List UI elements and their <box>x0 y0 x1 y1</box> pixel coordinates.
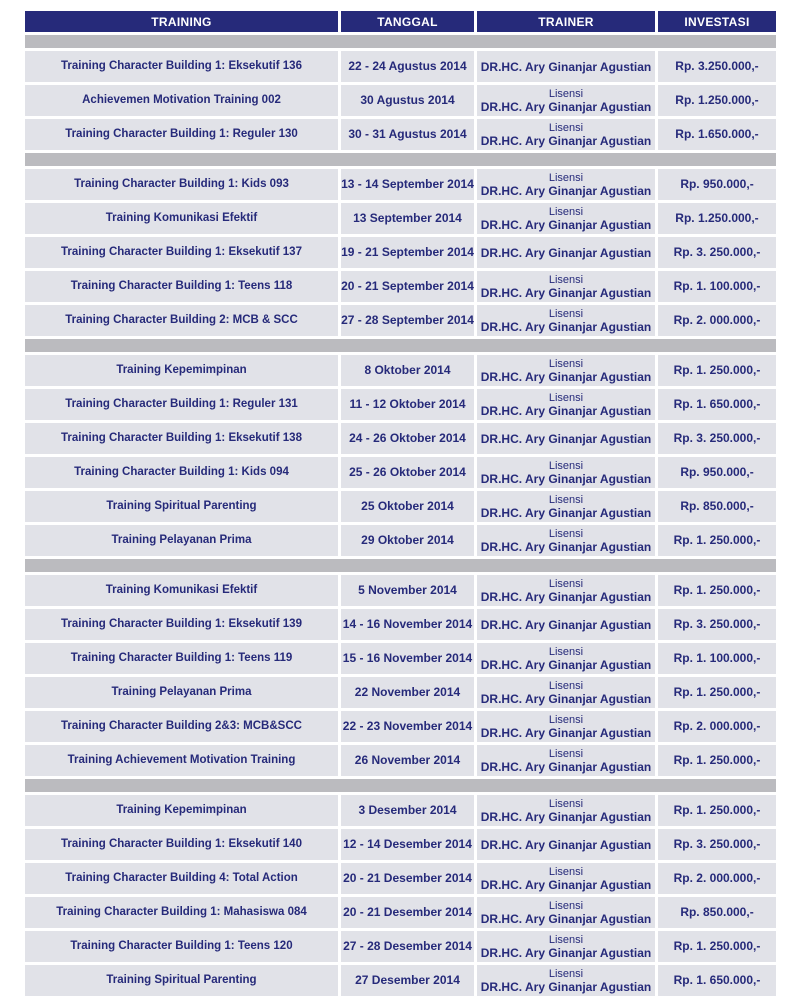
training-date: 13 September 2014 <box>341 203 474 234</box>
training-price: Rp. 1.250.000,- <box>658 85 776 116</box>
month-separator-bar <box>25 339 776 352</box>
training-name: Training Pelayanan Prima <box>25 677 338 708</box>
license-label: Lisensi <box>548 645 584 658</box>
training-row <box>25 745 776 776</box>
training-price: Rp. 3. 250.000,- <box>658 423 776 454</box>
training-price: Rp. 950.000,- <box>658 457 776 488</box>
training-date: 20 - 21 Desember 2014 <box>341 863 474 894</box>
training-name: Training Komunikasi Efektif <box>25 203 338 234</box>
training-date: 22 November 2014 <box>341 677 474 708</box>
training-name: Training Character Building 1: Teens 118 <box>25 271 338 302</box>
training-name: Achievemen Motivation Training 002 <box>25 85 338 116</box>
training-trainer <box>477 711 655 742</box>
training-name: Training Character Building 1: Mahasiswa 084 <box>25 897 338 928</box>
training-row <box>25 711 776 742</box>
training-price: Rp. 3. 250.000,- <box>658 237 776 268</box>
training-price: Rp. 1. 250.000,- <box>658 525 776 556</box>
trainer-name: DR.HC. Ary Ginanjar Agustian <box>480 691 652 706</box>
training-date: 12 - 14 Desember 2014 <box>341 829 474 860</box>
training-name: Training Pelayanan Prima <box>25 525 338 556</box>
training-row <box>25 305 776 336</box>
training-name: Training Character Building 1: Eksekutif 137 <box>25 237 338 268</box>
training-trainer <box>477 829 655 860</box>
training-name: Training Character Building 4: Total Action <box>25 863 338 894</box>
training-date: 5 November 2014 <box>341 575 474 606</box>
trainer-name: DR.HC. Ary Ginanjar Agustian <box>480 945 652 960</box>
training-trainer <box>477 237 655 268</box>
training-date: 26 November 2014 <box>341 745 474 776</box>
trainer-name: DR.HC. Ary Ginanjar Agustian <box>480 99 652 114</box>
training-schedule-table <box>22 8 779 999</box>
license-label: Lisensi <box>548 121 584 134</box>
month-separator <box>25 153 776 166</box>
training-name: Training Achievement Motivation Training <box>25 745 338 776</box>
license-label: Lisensi <box>548 797 584 810</box>
training-date: 27 - 28 September 2014 <box>341 305 474 336</box>
license-label: Lisensi <box>548 273 584 286</box>
training-date: 13 - 14 September 2014 <box>341 169 474 200</box>
training-trainer <box>477 355 655 386</box>
training-price: Rp. 850.000,- <box>658 491 776 522</box>
training-row <box>25 169 776 200</box>
training-trainer <box>477 389 655 420</box>
training-trainer <box>477 677 655 708</box>
trainer-name: DR.HC. Ary Ginanjar Agustian <box>480 911 652 926</box>
license-label: Lisensi <box>548 171 584 184</box>
training-name: Training Character Building 1: Eksekutif 139 <box>25 609 338 640</box>
training-date: 30 Agustus 2014 <box>341 85 474 116</box>
training-price: Rp. 850.000,- <box>658 897 776 928</box>
training-name: Training Spiritual Parenting <box>25 965 338 996</box>
license-label: Lisensi <box>548 747 584 760</box>
training-trainer <box>477 491 655 522</box>
trainer-name: DR.HC. Ary Ginanjar Agustian <box>480 759 652 774</box>
training-trainer <box>477 169 655 200</box>
training-row <box>25 897 776 928</box>
training-price: Rp. 1. 100.000,- <box>658 643 776 674</box>
training-name: Training Kepemimpinan <box>25 795 338 826</box>
training-price: Rp. 3.250.000,- <box>658 51 776 82</box>
header-row <box>25 11 776 32</box>
license-label: Lisensi <box>548 459 584 472</box>
training-row <box>25 457 776 488</box>
training-trainer <box>477 931 655 962</box>
trainer-name: DR.HC. Ary Ginanjar Agustian <box>480 183 652 198</box>
training-row <box>25 389 776 420</box>
training-row <box>25 609 776 640</box>
training-row <box>25 643 776 674</box>
trainer-name: DR.HC. Ary Ginanjar Agustian <box>480 837 652 852</box>
month-separator-bar <box>25 35 776 48</box>
training-trainer <box>477 609 655 640</box>
training-row <box>25 491 776 522</box>
schedule-body <box>25 35 776 996</box>
training-trainer <box>477 423 655 454</box>
training-price: Rp. 1. 100.000,- <box>658 271 776 302</box>
header-investasi: INVESTASI <box>658 11 776 32</box>
training-price: Rp. 1.250.000,- <box>658 203 776 234</box>
training-price: Rp. 1.650.000,- <box>658 119 776 150</box>
license-label: Lisensi <box>548 899 584 912</box>
training-price: Rp. 2. 000.000,- <box>658 711 776 742</box>
trainer-name: DR.HC. Ary Ginanjar Agustian <box>480 877 652 892</box>
training-row <box>25 271 776 302</box>
training-price: Rp. 3. 250.000,- <box>658 609 776 640</box>
training-date: 30 - 31 Agustus 2014 <box>341 119 474 150</box>
license-label: Lisensi <box>548 527 584 540</box>
license-label: Lisensi <box>548 87 584 100</box>
training-name: Training Character Building 1: Teens 119 <box>25 643 338 674</box>
training-price: Rp. 1. 250.000,- <box>658 355 776 386</box>
training-name: Training Character Building 2&3: MCB&SCC <box>25 711 338 742</box>
trainer-name: DR.HC. Ary Ginanjar Agustian <box>480 979 652 994</box>
training-name: Training Character Building 1: Eksekutif 138 <box>25 423 338 454</box>
training-row <box>25 931 776 962</box>
training-row <box>25 575 776 606</box>
training-row <box>25 525 776 556</box>
training-date: 25 Oktober 2014 <box>341 491 474 522</box>
training-name: Training Kepemimpinan <box>25 355 338 386</box>
training-date: 20 - 21 Desember 2014 <box>341 897 474 928</box>
training-row <box>25 119 776 150</box>
month-separator <box>25 339 776 352</box>
header-trainer: TRAINER <box>477 11 655 32</box>
trainer-name: DR.HC. Ary Ginanjar Agustian <box>480 369 652 384</box>
header-training: TRAINING <box>25 11 338 32</box>
training-trainer <box>477 457 655 488</box>
month-separator <box>25 35 776 48</box>
license-label: Lisensi <box>548 357 584 370</box>
training-row <box>25 85 776 116</box>
training-row <box>25 677 776 708</box>
training-row <box>25 355 776 386</box>
training-trainer <box>477 85 655 116</box>
training-date: 11 - 12 Oktober 2014 <box>341 389 474 420</box>
training-price: Rp. 1. 250.000,- <box>658 795 776 826</box>
training-price: Rp. 1. 650.000,- <box>658 965 776 996</box>
training-name: Training Komunikasi Efektif <box>25 575 338 606</box>
training-name: Training Spiritual Parenting <box>25 491 338 522</box>
training-trainer <box>477 863 655 894</box>
training-price: Rp. 2. 000.000,- <box>658 305 776 336</box>
trainer-name: DR.HC. Ary Ginanjar Agustian <box>480 285 652 300</box>
trainer-name: DR.HC. Ary Ginanjar Agustian <box>480 539 652 554</box>
training-date: 27 Desember 2014 <box>341 965 474 996</box>
license-label: Lisensi <box>548 679 584 692</box>
training-date: 29 Oktober 2014 <box>341 525 474 556</box>
trainer-name: DR.HC. Ary Ginanjar Agustian <box>480 505 652 520</box>
training-date: 22 - 24 Agustus 2014 <box>341 51 474 82</box>
training-price: Rp. 1. 250.000,- <box>658 575 776 606</box>
trainer-name: DR.HC. Ary Ginanjar Agustian <box>480 589 652 604</box>
month-separator-bar <box>25 779 776 792</box>
license-label: Lisensi <box>548 307 584 320</box>
training-row <box>25 863 776 894</box>
training-price: Rp. 1. 250.000,- <box>658 931 776 962</box>
trainer-name: DR.HC. Ary Ginanjar Agustian <box>480 245 652 260</box>
training-row <box>25 795 776 826</box>
training-name: Training Character Building 1: Eksekutif 140 <box>25 829 338 860</box>
trainer-name: DR.HC. Ary Ginanjar Agustian <box>480 403 652 418</box>
month-separator <box>25 779 776 792</box>
training-name: Training Character Building 1: Reguler 131 <box>25 389 338 420</box>
training-trainer <box>477 51 655 82</box>
training-row <box>25 51 776 82</box>
month-separator-bar <box>25 153 776 166</box>
training-trainer <box>477 271 655 302</box>
trainer-name: DR.HC. Ary Ginanjar Agustian <box>480 59 652 74</box>
training-trainer <box>477 965 655 996</box>
training-price: Rp. 1. 250.000,- <box>658 745 776 776</box>
training-price: Rp. 950.000,- <box>658 169 776 200</box>
training-trainer <box>477 643 655 674</box>
month-separator <box>25 559 776 572</box>
license-label: Lisensi <box>548 493 584 506</box>
header-tanggal: TANGGAL <box>341 11 474 32</box>
training-row <box>25 237 776 268</box>
training-date: 14 - 16 November 2014 <box>341 609 474 640</box>
license-label: Lisensi <box>548 391 584 404</box>
training-price: Rp. 1. 250.000,- <box>658 677 776 708</box>
training-trainer <box>477 745 655 776</box>
training-row <box>25 829 776 860</box>
training-trainer <box>477 305 655 336</box>
training-date: 24 - 26 Oktober 2014 <box>341 423 474 454</box>
license-label: Lisensi <box>548 577 584 590</box>
license-label: Lisensi <box>548 933 584 946</box>
training-row <box>25 965 776 996</box>
training-trainer <box>477 119 655 150</box>
trainer-name: DR.HC. Ary Ginanjar Agustian <box>480 471 652 486</box>
training-trainer <box>477 897 655 928</box>
trainer-name: DR.HC. Ary Ginanjar Agustian <box>480 617 652 632</box>
training-row <box>25 203 776 234</box>
trainer-name: DR.HC. Ary Ginanjar Agustian <box>480 809 652 824</box>
training-price: Rp. 3. 250.000,- <box>658 829 776 860</box>
license-label: Lisensi <box>548 865 584 878</box>
training-trainer <box>477 525 655 556</box>
trainer-name: DR.HC. Ary Ginanjar Agustian <box>480 431 652 446</box>
trainer-name: DR.HC. Ary Ginanjar Agustian <box>480 319 652 334</box>
training-trainer <box>477 203 655 234</box>
training-date: 27 - 28 Desember 2014 <box>341 931 474 962</box>
license-label: Lisensi <box>548 967 584 980</box>
training-date: 3 Desember 2014 <box>341 795 474 826</box>
training-name: Training Character Building 1: Teens 120 <box>25 931 338 962</box>
training-name: Training Character Building 1: Reguler 130 <box>25 119 338 150</box>
training-date: 19 - 21 September 2014 <box>341 237 474 268</box>
training-row <box>25 423 776 454</box>
training-price: Rp. 1. 650.000,- <box>658 389 776 420</box>
trainer-name: DR.HC. Ary Ginanjar Agustian <box>480 217 652 232</box>
training-date: 20 - 21 September 2014 <box>341 271 474 302</box>
license-label: Lisensi <box>548 205 584 218</box>
month-separator-bar <box>25 559 776 572</box>
license-label: Lisensi <box>548 713 584 726</box>
training-trainer <box>477 795 655 826</box>
training-name: Training Character Building 1: Kids 094 <box>25 457 338 488</box>
training-name: Training Character Building 2: MCB & SCC <box>25 305 338 336</box>
training-date: 22 - 23 November 2014 <box>341 711 474 742</box>
training-trainer <box>477 575 655 606</box>
training-date: 15 - 16 November 2014 <box>341 643 474 674</box>
training-price: Rp. 2. 000.000,- <box>658 863 776 894</box>
training-name: Training Character Building 1: Eksekutif 136 <box>25 51 338 82</box>
training-date: 8 Oktober 2014 <box>341 355 474 386</box>
trainer-name: DR.HC. Ary Ginanjar Agustian <box>480 657 652 672</box>
trainer-name: DR.HC. Ary Ginanjar Agustian <box>480 725 652 740</box>
training-name: Training Character Building 1: Kids 093 <box>25 169 338 200</box>
training-date: 25 - 26 Oktober 2014 <box>341 457 474 488</box>
trainer-name: DR.HC. Ary Ginanjar Agustian <box>480 133 652 148</box>
